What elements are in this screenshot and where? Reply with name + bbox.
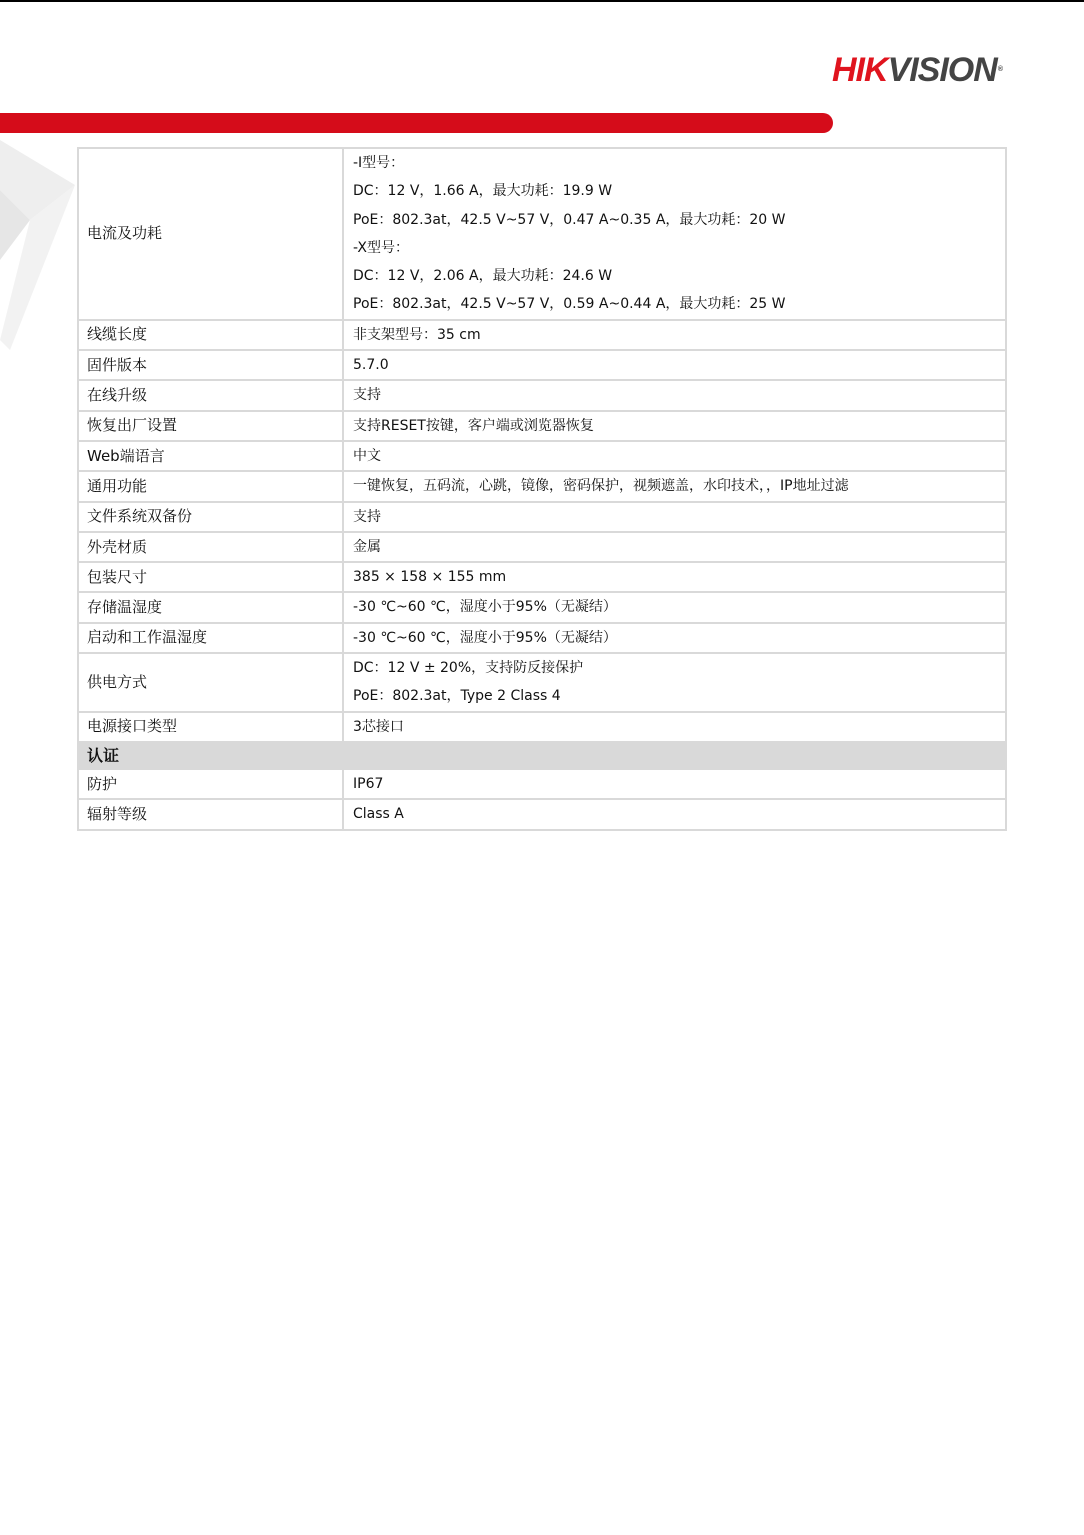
spec-value-line: 3芯接口 bbox=[353, 718, 404, 735]
spec-value-cell bbox=[343, 441, 1006, 471]
spec-value-line: PoE：802.3at，42.5 V~57 V，0.59 A~0.44 A，最大功耗：25 W bbox=[353, 296, 786, 313]
spec-value-cell bbox=[343, 148, 1006, 320]
spec-value-line: 中文 bbox=[353, 447, 381, 464]
table-row bbox=[78, 562, 1006, 592]
spec-key-cell: 线缆长度 bbox=[78, 320, 343, 350]
spec-value-line: 支持RESET按键，客户端或浏览器恢复 bbox=[353, 417, 594, 434]
table-row bbox=[78, 623, 1006, 653]
top-rule bbox=[0, 0, 1084, 2]
spec-value-cell bbox=[343, 350, 1006, 380]
spec-value-cell bbox=[343, 653, 1006, 712]
spec-key-cell: 存储温湿度 bbox=[78, 592, 343, 622]
spec-key-cell: 辐射等级 bbox=[78, 799, 343, 829]
spec-key-cell: 文件系统双备份 bbox=[78, 502, 343, 532]
spec-value-cell bbox=[343, 320, 1006, 350]
table-row bbox=[78, 502, 1006, 532]
table-row bbox=[78, 350, 1006, 380]
spec-value-line: PoE：802.3at，Type 2 Class 4 bbox=[353, 688, 561, 705]
table-row bbox=[78, 441, 1006, 471]
spec-value-line: -X型号： bbox=[353, 239, 409, 256]
section-title: 认证 bbox=[78, 742, 1006, 769]
spec-key-cell: 外壳材质 bbox=[78, 532, 343, 562]
table-row bbox=[78, 653, 1006, 712]
spec-key-cell: 电流及功耗 bbox=[78, 148, 343, 320]
table-row bbox=[78, 471, 1006, 501]
decorative-star-shape bbox=[0, 130, 80, 350]
spec-value-line: 一键恢复，五码流，心跳，镜像，密码保护，视频遮盖，水印技术，，IP地址过滤 bbox=[353, 478, 849, 495]
spec-value-line: DC：12 V，1.66 A，最大功耗：19.9 W bbox=[353, 183, 613, 200]
spec-key-cell: 固件版本 bbox=[78, 350, 343, 380]
spec-value-line: -30 ℃~60 ℃，湿度小于95%（无凝结） bbox=[353, 599, 617, 616]
spec-value-line: 支持 bbox=[353, 508, 381, 525]
spec-key-cell: 通用功能 bbox=[78, 471, 343, 501]
spec-value-cell bbox=[343, 471, 1006, 501]
spec-key-cell: 在线升级 bbox=[78, 380, 343, 410]
hikvision-logo: HIKVISION® bbox=[832, 51, 1002, 89]
table-row bbox=[78, 799, 1006, 829]
spec-key-cell: Web端语言 bbox=[78, 441, 343, 471]
table-row bbox=[78, 532, 1006, 562]
spec-value-line: -30 ℃~60 ℃，湿度小于95%（无凝结） bbox=[353, 629, 617, 646]
spec-value-line: DC：12 V ± 20%，支持防反接保护 bbox=[353, 660, 584, 677]
spec-value-cell bbox=[343, 380, 1006, 410]
spec-value-cell bbox=[343, 623, 1006, 653]
spec-table-body bbox=[78, 148, 1006, 830]
spec-value-line: PoE：802.3at，42.5 V~57 V，0.47 A~0.35 A，最大功耗：20 W bbox=[353, 211, 786, 228]
spec-value-cell bbox=[343, 411, 1006, 441]
spec-key-cell: 供电方式 bbox=[78, 653, 343, 712]
spec-value-cell bbox=[343, 562, 1006, 592]
spec-key-cell: 包装尺寸 bbox=[78, 562, 343, 592]
spec-key-cell: 电源接口类型 bbox=[78, 712, 343, 742]
spec-value-line: 385 × 158 × 155 mm bbox=[353, 569, 507, 586]
spec-table bbox=[77, 147, 1007, 831]
spec-value-line: DC：12 V，2.06 A，最大功耗：24.6 W bbox=[353, 268, 613, 285]
spec-value-line: 金属 bbox=[353, 538, 381, 555]
spec-value-cell bbox=[343, 799, 1006, 829]
spec-value-line: 5.7.0 bbox=[353, 357, 389, 374]
spec-value-line: IP67 bbox=[353, 775, 384, 792]
spec-value-cell bbox=[343, 769, 1006, 799]
table-row bbox=[78, 712, 1006, 742]
spec-value-line: 支持 bbox=[353, 387, 381, 404]
section-header-row bbox=[78, 742, 1006, 769]
table-row bbox=[78, 411, 1006, 441]
spec-value-line: 非支架型号：35 cm bbox=[353, 326, 481, 343]
header-red-bar bbox=[0, 113, 833, 133]
spec-key-cell: 防护 bbox=[78, 769, 343, 799]
spec-value-cell bbox=[343, 502, 1006, 532]
spec-value-line: Class A bbox=[353, 806, 404, 823]
table-row bbox=[78, 769, 1006, 799]
spec-value-cell bbox=[343, 712, 1006, 742]
table-row bbox=[78, 592, 1006, 622]
table-row bbox=[78, 148, 1006, 320]
spec-value-line: -I型号： bbox=[353, 155, 405, 171]
spec-key-cell: 恢复出厂设置 bbox=[78, 411, 343, 441]
spec-value-cell bbox=[343, 532, 1006, 562]
spec-key-cell: 启动和工作温湿度 bbox=[78, 623, 343, 653]
table-row bbox=[78, 380, 1006, 410]
table-row bbox=[78, 320, 1006, 350]
spec-value-cell bbox=[343, 592, 1006, 622]
